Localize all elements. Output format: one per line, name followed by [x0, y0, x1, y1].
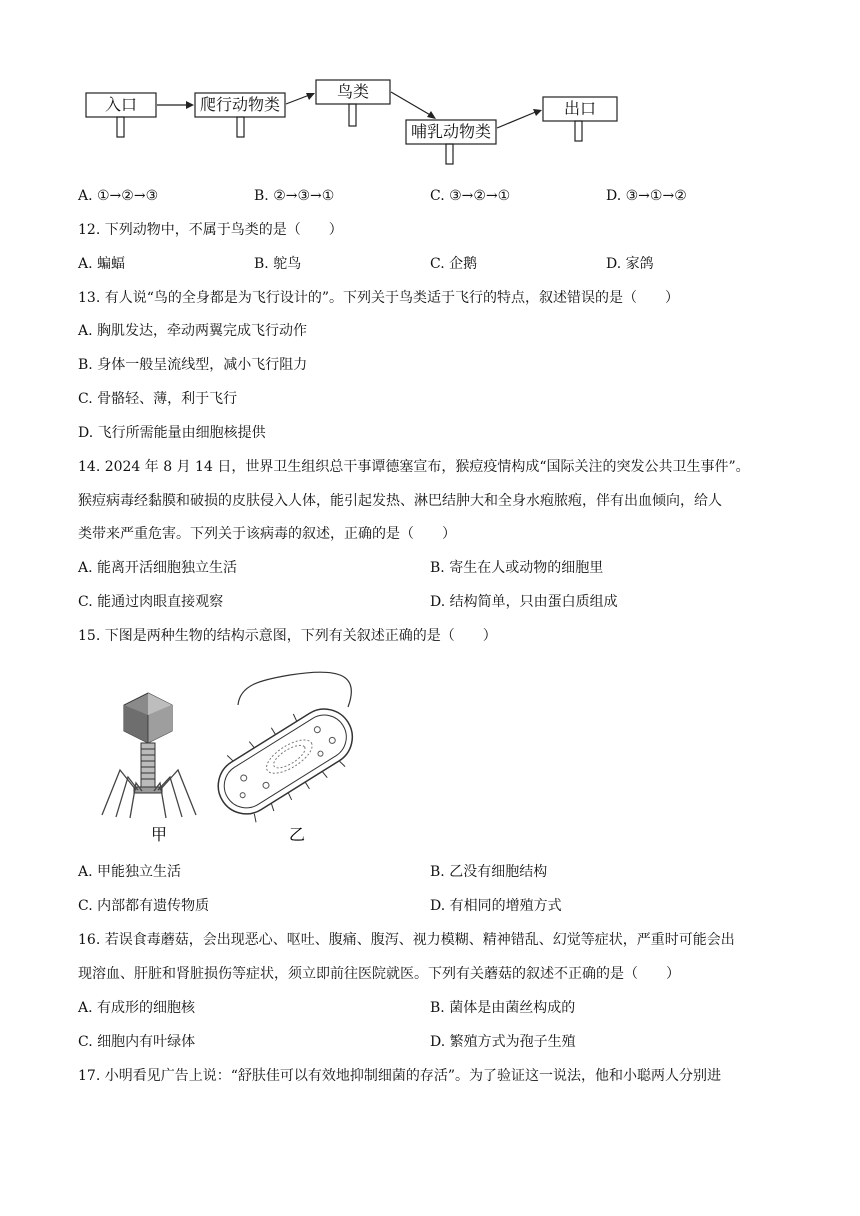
q12-option-a[interactable]: A. 蝙蝠: [78, 256, 126, 272]
q12-option-d[interactable]: D. 家鸽: [606, 256, 654, 272]
exhibit-route-diagram: [0, 0, 860, 180]
q14-option-c[interactable]: C. 能通过肉眼直接观察: [78, 594, 224, 610]
q16-option-b[interactable]: B. 菌体是由菌丝构成的: [430, 1000, 576, 1016]
q16-stem-line-1: 16. 若误食毒蘑菇，会出现恶心、呕吐、腹痛、腹泻、视力模糊、精神错乱、幻觉等症状，严重时可能会出: [78, 932, 735, 948]
q14-option-b[interactable]: B. 寄生在人或动物的细胞里: [430, 560, 604, 576]
entrance-label: 入口: [104, 95, 138, 114]
bacteriophage-illustration: [102, 693, 196, 818]
q17-stem-line-1: 17. 小明看见广告上说：“舒肤佳可以有效地抑制细菌的存活”。为了验证这一说法，他和小聪两人分别进: [78, 1068, 722, 1084]
q13-option-b[interactable]: B. 身体一般呈流线型，减小飞行阻力: [78, 357, 308, 373]
q16-option-c[interactable]: C. 细胞内有叶绿体: [78, 1034, 196, 1050]
q15-option-b[interactable]: B. 乙没有细胞结构: [430, 864, 548, 880]
q15-stem: 15. 下图是两种生物的结构示意图，下列有关叙述正确的是（ ）: [78, 628, 497, 644]
q12-option-b[interactable]: B. 鸵鸟: [254, 256, 302, 272]
birds-label: 鸟类: [336, 82, 370, 101]
q15-option-d[interactable]: D. 有相同的增殖方式: [430, 898, 562, 914]
virus-and-bacterium-figure: [90, 665, 380, 850]
q13-option-d[interactable]: D. 飞行所需能量由细胞核提供: [78, 425, 266, 441]
q16-stem-line-2: 现溶血、肝脏和肾脏损伤等症状，须立即前往医院就医。下列有关蘑菇的叙述不正确的是（ ）: [78, 966, 680, 982]
q14-option-d[interactable]: D. 结构简单，只由蛋白质组成: [430, 594, 618, 610]
q14-stem-line-2: 猴痘病毒经黏膜和破损的皮肤侵入人体，能引起发热、淋巴结肿大和全身水疱脓疱，伴有出血倾向，给人: [78, 493, 722, 509]
q13-option-c[interactable]: C. 骨骼轻、薄，利于飞行: [78, 391, 238, 407]
q14-stem-line-1: 14. 2024 年 8 月 14 日，世界卫生组织总干事谭德塞宣布，猴痘疫情构成“国际关注的突发公共卫生事件”。: [78, 459, 750, 475]
q11-option-d[interactable]: D. ③→①→②: [606, 188, 687, 204]
bacterium-illustration: [203, 672, 367, 831]
label-jia: 甲: [150, 825, 168, 844]
q14-option-a[interactable]: A. 能离开活细胞独立生活: [78, 560, 238, 576]
q15-option-a[interactable]: A. 甲能独立生活: [78, 864, 182, 880]
exit-label: 出口: [563, 99, 597, 118]
reptiles-label: 爬行动物类: [199, 95, 281, 114]
q13-option-a[interactable]: A. 胸肌发达，牵动两翼完成飞行动作: [78, 323, 308, 339]
q14-stem-line-3: 类带来严重危害。下列关于该病毒的叙述，正确的是（ ）: [78, 526, 456, 542]
label-yi: 乙: [288, 825, 306, 844]
q11-option-b[interactable]: B. ②→③→①: [254, 188, 335, 204]
q15-option-c[interactable]: C. 内部都有遗传物质: [78, 898, 210, 914]
q16-option-a[interactable]: A. 有成形的细胞核: [78, 1000, 196, 1016]
q12-stem: 12. 下列动物中，不属于鸟类的是（ ）: [78, 222, 343, 238]
mammals-label: 哺乳动物类: [410, 122, 492, 141]
q11-option-c[interactable]: C. ③→②→①: [430, 188, 511, 204]
q13-stem: 13. 有人说“鸟的全身都是为飞行设计的”。下列关于鸟类适于飞行的特点，叙述错误的是（ ）: [78, 290, 680, 306]
q12-option-c[interactable]: C. 企鹅: [430, 256, 478, 272]
q11-option-a[interactable]: A. ①→②→③: [78, 188, 159, 204]
q16-option-d[interactable]: D. 繁殖方式为孢子生殖: [430, 1034, 576, 1050]
